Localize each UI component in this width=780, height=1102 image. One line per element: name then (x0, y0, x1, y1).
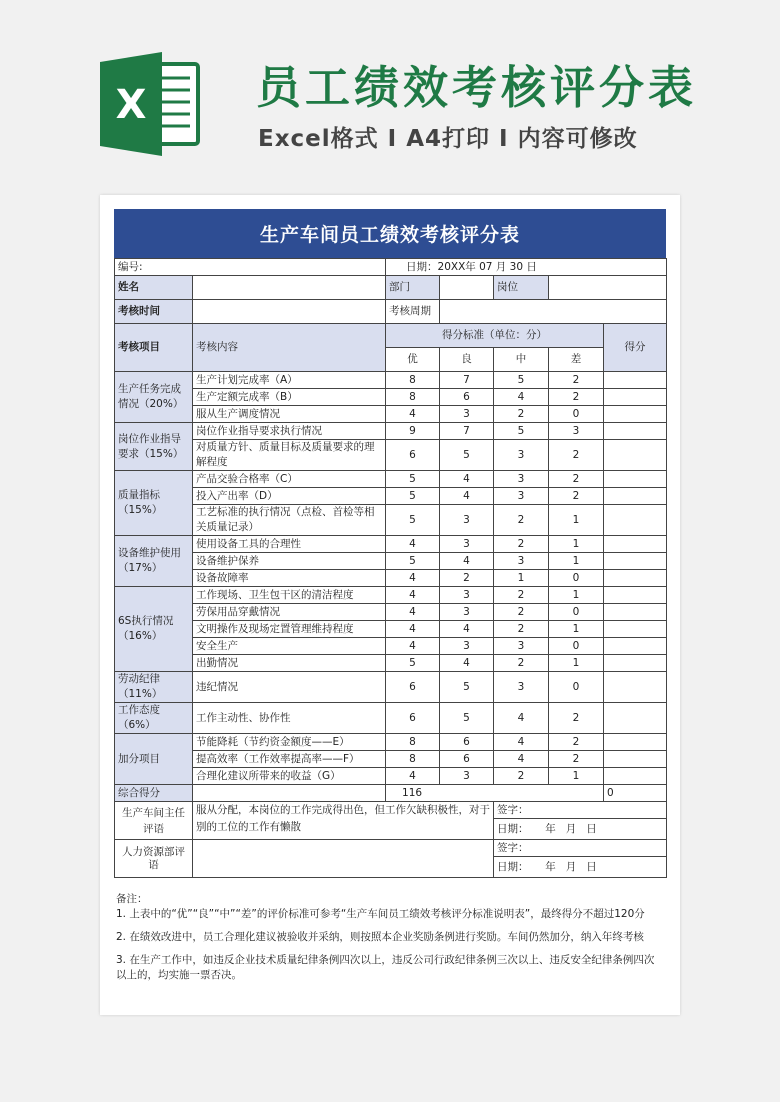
post-value[interactable] (549, 276, 667, 300)
score-input[interactable] (604, 389, 667, 406)
grade-value: 1 (494, 570, 549, 587)
content-cell: 生产计划完成率（A） (193, 372, 386, 389)
content-header: 考核内容 (193, 324, 386, 372)
exam-period-label: 考核周期 (386, 300, 440, 324)
grade-value: 3 (494, 672, 549, 703)
grade-value: 0 (549, 406, 604, 423)
score-row (115, 553, 667, 570)
grade-value: 1 (549, 655, 604, 672)
grade-value: 2 (494, 406, 549, 423)
score-row (115, 406, 667, 423)
page-subtitle: Excel格式 I A4打印 I 内容可修改 (258, 126, 638, 152)
grade-value: 8 (386, 751, 440, 768)
total-label: 综合得分 (115, 785, 193, 802)
score-input[interactable] (604, 734, 667, 751)
grade-value: 4 (440, 471, 494, 488)
grade-value: 4 (440, 621, 494, 638)
grade-value: 6 (440, 751, 494, 768)
content-cell: 工作现场、卫生包干区的清洁程度 (193, 587, 386, 604)
grade-value: 7 (440, 372, 494, 389)
group-name: 生产任务完成情况（20%） (115, 372, 193, 423)
score-input[interactable] (604, 440, 667, 471)
grade-value: 3 (494, 488, 549, 505)
content-cell: 工艺标准的执行情况（点检、首检等相关质量记录） (193, 505, 386, 536)
grade-value: 1 (549, 536, 604, 553)
content-cell: 生产定额完成率（B） (193, 389, 386, 406)
hr-row-1 (115, 840, 667, 857)
exam-period-value[interactable] (440, 300, 667, 324)
header-row-1 (115, 324, 667, 348)
grade-value: 3 (494, 440, 549, 471)
banner (0, 0, 780, 195)
hr-label: 人力资源部评语 (115, 840, 193, 878)
content-cell: 文明操作及现场定置管理维持程度 (193, 621, 386, 638)
grade-value: 4 (386, 768, 440, 785)
grade-value: 6 (386, 703, 440, 734)
content-cell: 投入产出率（D） (193, 488, 386, 505)
grade-value: 2 (494, 587, 549, 604)
supervisor-date[interactable]: 日期： 年 月 日 (494, 819, 667, 840)
score-input[interactable] (604, 536, 667, 553)
score-row (115, 505, 667, 536)
score-input[interactable] (604, 553, 667, 570)
grade-value: 4 (386, 587, 440, 604)
grade-value: 2 (549, 751, 604, 768)
standard-header: 得分标准（单位：分） (386, 324, 604, 348)
item-header: 考核项目 (115, 324, 193, 372)
score-input[interactable] (604, 655, 667, 672)
grade-value: 3 (440, 587, 494, 604)
group-name: 设备维护使用（17%） (115, 536, 193, 587)
content-cell: 提高效率（工作效率提高率——F） (193, 751, 386, 768)
info-row-number (115, 259, 667, 276)
note-2: 2. 在绩效改进中，员工合理化建议被验收并采纳，则按照本企业奖励条例进行奖励。车间仍然加分，纳入年终考核 (116, 931, 644, 943)
score-row (115, 471, 667, 488)
grade-value: 4 (440, 488, 494, 505)
grade-excellent: 优 (386, 348, 440, 372)
content-cell: 节能降耗（节约资金额度——E） (193, 734, 386, 751)
notes-section (116, 892, 664, 983)
content-cell: 违纪情况 (193, 672, 386, 703)
grade-value: 5 (494, 372, 549, 389)
grade-value: 2 (549, 734, 604, 751)
group-name: 岗位作业指导要求（15%） (115, 423, 193, 471)
grade-value: 3 (440, 604, 494, 621)
grade-value: 3 (440, 406, 494, 423)
score-row (115, 672, 667, 703)
score-row (115, 604, 667, 621)
score-input[interactable] (604, 570, 667, 587)
page-title: 员工绩效考核评分表 (256, 61, 698, 114)
grade-value: 1 (549, 505, 604, 536)
group-name: 6S执行情况（16%） (115, 587, 193, 672)
grade-value: 6 (386, 672, 440, 703)
dept-value[interactable] (440, 276, 494, 300)
grade-value: 2 (549, 440, 604, 471)
grade-value: 5 (386, 505, 440, 536)
score-row (115, 621, 667, 638)
content-cell: 对质量方针、质量目标及质量要求的理解程度 (193, 440, 386, 471)
info-row-name (115, 276, 667, 300)
grade-value: 2 (549, 372, 604, 389)
score-row (115, 488, 667, 505)
content-cell: 工作主动性、协作性 (193, 703, 386, 734)
grade-value: 9 (386, 423, 440, 440)
score-row (115, 638, 667, 655)
grade-value: 5 (494, 423, 549, 440)
grade-value: 3 (494, 471, 549, 488)
grade-value: 6 (440, 389, 494, 406)
document-sheet (100, 195, 680, 1015)
score-row (115, 587, 667, 604)
content-cell: 安全生产 (193, 638, 386, 655)
content-cell: 劳保用品穿戴情况 (193, 604, 386, 621)
grade-value: 4 (386, 536, 440, 553)
content-cell: 出勤情况 (193, 655, 386, 672)
grade-value: 2 (494, 604, 549, 621)
note-3: 3. 在生产工作中，如违反企业技术质量纪律条例四次以上，违反公司行政纪律条例三次以上、违反安全纪律条例四次以上的，均实施一票否决。 (116, 954, 655, 981)
grade-value: 0 (549, 570, 604, 587)
notes-title: 备注： (116, 893, 148, 905)
grade-value: 2 (440, 570, 494, 587)
grade-value: 4 (386, 604, 440, 621)
hr-comment[interactable] (193, 840, 494, 878)
number-label: 编号: (115, 259, 386, 276)
grade-value: 3 (440, 768, 494, 785)
grade-value: 2 (494, 655, 549, 672)
grade-value: 0 (549, 638, 604, 655)
name-value[interactable] (193, 276, 386, 300)
content-cell: 产品交验合格率（C） (193, 471, 386, 488)
grade-value: 3 (440, 536, 494, 553)
score-input[interactable] (604, 406, 667, 423)
grade-value: 1 (549, 621, 604, 638)
score-row (115, 655, 667, 672)
grade-poor: 差 (549, 348, 604, 372)
grade-value: 2 (494, 621, 549, 638)
grade-value: 1 (549, 768, 604, 785)
hr-sign[interactable]: 签字： (494, 840, 667, 857)
supervisor-row-1 (115, 802, 667, 819)
grade-value: 4 (386, 406, 440, 423)
score-row (115, 703, 667, 734)
grade-value: 2 (549, 389, 604, 406)
grade-fair: 中 (494, 348, 549, 372)
score-row (115, 389, 667, 406)
grade-value: 8 (386, 389, 440, 406)
group-name: 劳动纪律（11%） (115, 672, 193, 703)
grade-value: 2 (494, 536, 549, 553)
score-input[interactable] (604, 372, 667, 389)
score-input[interactable] (604, 505, 667, 536)
grade-value: 5 (440, 672, 494, 703)
grade-value: 3 (494, 638, 549, 655)
dept-label: 部门 (386, 276, 440, 300)
grade-value: 5 (440, 703, 494, 734)
grade-value: 2 (549, 703, 604, 734)
grade-value: 4 (386, 621, 440, 638)
grade-value: 1 (549, 553, 604, 570)
grade-value: 0 (549, 672, 604, 703)
grade-value: 4 (386, 638, 440, 655)
supervisor-sign[interactable]: 签字： (494, 802, 667, 819)
score-input[interactable] (604, 751, 667, 768)
grade-value: 3 (440, 638, 494, 655)
total-row (115, 785, 667, 802)
score-row (115, 423, 667, 440)
content-cell: 服从生产调度情况 (193, 406, 386, 423)
total-value: 116 (386, 785, 604, 802)
grade-value: 1 (549, 587, 604, 604)
grade-value: 4 (386, 570, 440, 587)
grade-value: 6 (386, 440, 440, 471)
total-blank (193, 785, 386, 802)
score-header: 得分 (604, 324, 667, 372)
grade-value: 2 (494, 505, 549, 536)
score-input[interactable] (604, 768, 667, 785)
score-row (115, 734, 667, 751)
group-name: 加分项目 (115, 734, 193, 785)
content-cell: 合理化建议所带来的收益（G） (193, 768, 386, 785)
score-input[interactable] (604, 621, 667, 638)
grade-value: 3 (440, 505, 494, 536)
supervisor-label: 生产车间主任评语 (115, 802, 193, 840)
grade-value: 2 (549, 471, 604, 488)
grade-value: 7 (440, 423, 494, 440)
score-row (115, 570, 667, 587)
supervisor-comment[interactable]: 服从分配，本岗位的工作完成得出色，但工作欠缺积极性，对于别的工位的工作有懒散 (193, 802, 494, 840)
name-label: 姓名 (115, 276, 193, 300)
grade-good: 良 (440, 348, 494, 372)
evaluation-table (114, 258, 667, 878)
grade-value: 2 (494, 768, 549, 785)
score-row (115, 768, 667, 785)
score-row (115, 536, 667, 553)
grade-value: 4 (494, 703, 549, 734)
grade-value: 5 (386, 655, 440, 672)
grade-value: 5 (440, 440, 494, 471)
exam-time-label: 考核时间 (115, 300, 193, 324)
score-input[interactable] (604, 488, 667, 505)
info-row-time (115, 300, 667, 324)
grade-value: 4 (440, 553, 494, 570)
score-input[interactable] (604, 423, 667, 440)
score-input[interactable] (604, 703, 667, 734)
date-line: 日期：20XX年 07 月 30 日 (386, 259, 667, 276)
grade-value: 4 (494, 734, 549, 751)
grade-value: 0 (549, 604, 604, 621)
score-row (115, 372, 667, 389)
grade-value: 4 (494, 389, 549, 406)
grade-value: 2 (549, 488, 604, 505)
grade-value: 4 (494, 751, 549, 768)
group-name: 质量指标（15%） (115, 471, 193, 536)
score-input[interactable] (604, 672, 667, 703)
score-input[interactable] (604, 638, 667, 655)
total-score: 0 (604, 785, 667, 802)
score-input[interactable] (604, 471, 667, 488)
grade-value: 5 (386, 488, 440, 505)
grade-value: 3 (549, 423, 604, 440)
exam-time-value[interactable] (193, 300, 386, 324)
hr-date[interactable]: 日期： 年 月 日 (494, 857, 667, 878)
score-input[interactable] (604, 604, 667, 621)
score-row (115, 751, 667, 768)
content-cell: 设备故障率 (193, 570, 386, 587)
group-name: 工作态度（6%） (115, 703, 193, 734)
content-cell: 设备维护保养 (193, 553, 386, 570)
svg-text:X: X (115, 82, 147, 128)
excel-icon (100, 52, 200, 156)
score-row (115, 440, 667, 471)
score-input[interactable] (604, 587, 667, 604)
note-1: 1. 上表中的“优”“良”“中”“差”的评价标准可参考“生产车间员工绩效考核评分标准说明表”，最终得分不超过120分 (116, 908, 645, 920)
grade-value: 6 (440, 734, 494, 751)
grade-value: 5 (386, 471, 440, 488)
grade-value: 8 (386, 734, 440, 751)
grade-value: 5 (386, 553, 440, 570)
content-cell: 岗位作业指导要求执行情况 (193, 423, 386, 440)
document-header: 生产车间员工绩效考核评分表 (114, 209, 666, 258)
post-label: 岗位 (494, 276, 549, 300)
content-cell: 使用设备工具的合理性 (193, 536, 386, 553)
grade-value: 8 (386, 372, 440, 389)
grade-value: 3 (494, 553, 549, 570)
grade-value: 4 (440, 655, 494, 672)
